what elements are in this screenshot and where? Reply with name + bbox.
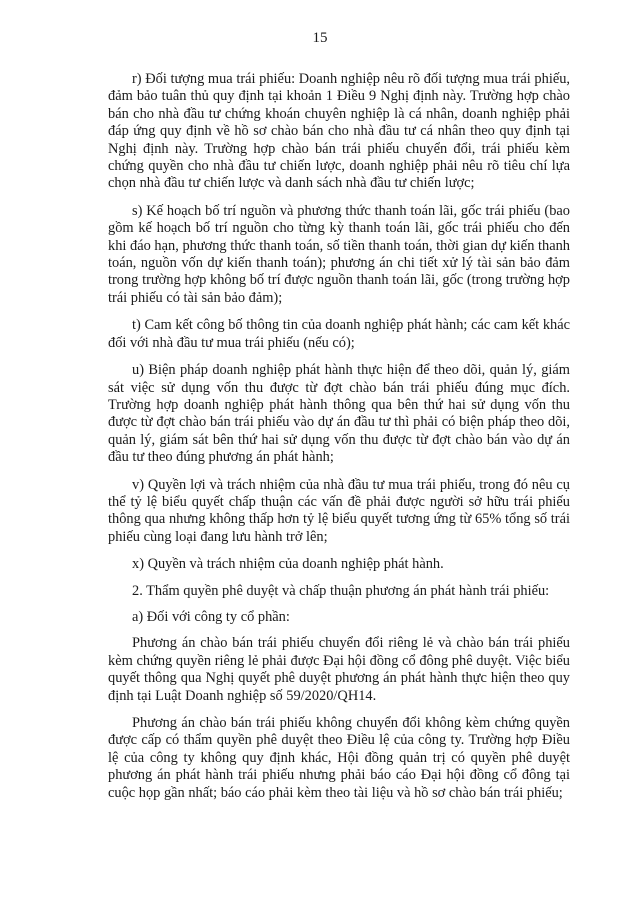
paragraph-u: u) Biện pháp doanh nghiệp phát hành thực hiện để theo dõi, quản lý, giám sát việc sử dụng vốn thu được từ đợt chào bán trái phiếu đúng mục đích. Trường hợp doanh nghiệp phát hành thông qua bên thứ hai sử dụng vốn thu được từ đợt chào bán trái phiếu vào dự án đầu tư thì phải có biện pháp theo dõi, quản lý, giám sát bên thứ hai sử dụng vốn thu được từ đợt chào bán vào dự án đầu tư theo đúng phương án phát hành; [108, 362, 570, 466]
page-number: 15 [312, 30, 328, 46]
paragraph-non-convertible-bonds: Phương án chào bán trái phiếu không chuyển đổi không kèm chứng quyền được cấp có thẩm quyền phê duyệt theo Điều lệ của công ty. Trường hợp Điều lệ của công ty không quy định khác, Hội đồng quản trị có quyền phê duyệt phương án phát hành trái phiếu nhưng phải báo cáo Đại hội đồng cổ đông tại cuộc họp gần nhất; báo cáo phải kèm theo tài liệu và hồ sơ chào bán trái phiếu; [108, 715, 570, 801]
paragraph-v: v) Quyền lợi và trách nhiệm của nhà đầu tư mua trái phiếu, trong đó nêu cụ thể tỷ lệ biểu quyết chấp thuận các vấn đề phải được người sở hữu trái phiếu thông qua nhưng không thấp hơn tỷ lệ biểu quyết tương ứng từ 65% tổng số trái phiếu cùng loại đang lưu hành trở lên; [108, 476, 570, 545]
paragraph-r: r) Đối tượng mua trái phiếu: Doanh nghiệp nêu rõ đối tượng mua trái phiếu, đảm bảo tuân thủ quy định tại khoản 1 Điều 9 Nghị định này. Trường hợp chào bán cho nhà đầu tư chứng khoán chuyên nghiệp là cá nhân, doanh nghiệp phải đáp ứng quy định về hồ sơ chào bán cho nhà đầu tư cá nhân theo quy định tại Nghị định này. Trường hợp chào bán trái phiếu chuyển đổi, trái phiếu kèm chứng quyền cho nhà đầu tư chiến lược, doanh nghiệp phải nêu rõ tiêu chí lựa chọn nhà đầu tư chiến lược và danh sách nhà đầu tư chiến lược; [108, 71, 570, 192]
section-2-heading: 2. Thẩm quyền phê duyệt và chấp thuận phương án phát hành trái phiếu: [132, 582, 550, 599]
document-body [108, 71, 570, 812]
paragraph-x: x) Quyền và trách nhiệm của doanh nghiệp phát hành. [132, 556, 444, 573]
paragraph-convertible-bonds: Phương án chào bán trái phiếu chuyển đổi riêng lẻ và chào bán trái phiếu kèm chứng quyền riêng lẻ phải được Đại hội đồng cổ đông phê duyệt. Việc biểu quyết thông qua Nghị quyết phê duyệt phương án phát hành thực hiện theo quy định tại Luật Doanh nghiệp số 59/2020/QH14. [108, 635, 570, 704]
paragraph-s: s) Kế hoạch bố trí nguồn và phương thức thanh toán lãi, gốc trái phiếu (bao gồm kế hoạch bố trí nguồn cho từng kỳ thanh toán lãi, gốc trái phiếu cho đến khi đáo hạn, phương thức thanh toán, số tiền thanh toán, thời gian dự kiến thanh toán, nguồn vốn dự kiến thanh toán); phương án chi tiết xử lý tài sản bảo đảm trong trường hợp không bố trí được nguồn thanh toán lãi, gốc (trong trường hợp trái phiếu có tài sản bảo đảm); [108, 202, 570, 306]
subsection-a-heading: a) Đối với công ty cổ phần: [132, 608, 290, 625]
paragraph-t: t) Cam kết công bố thông tin của doanh nghiệp phát hành; các cam kết khác đối với nhà đầu tư mua trái phiếu (nếu có); [108, 317, 570, 351]
